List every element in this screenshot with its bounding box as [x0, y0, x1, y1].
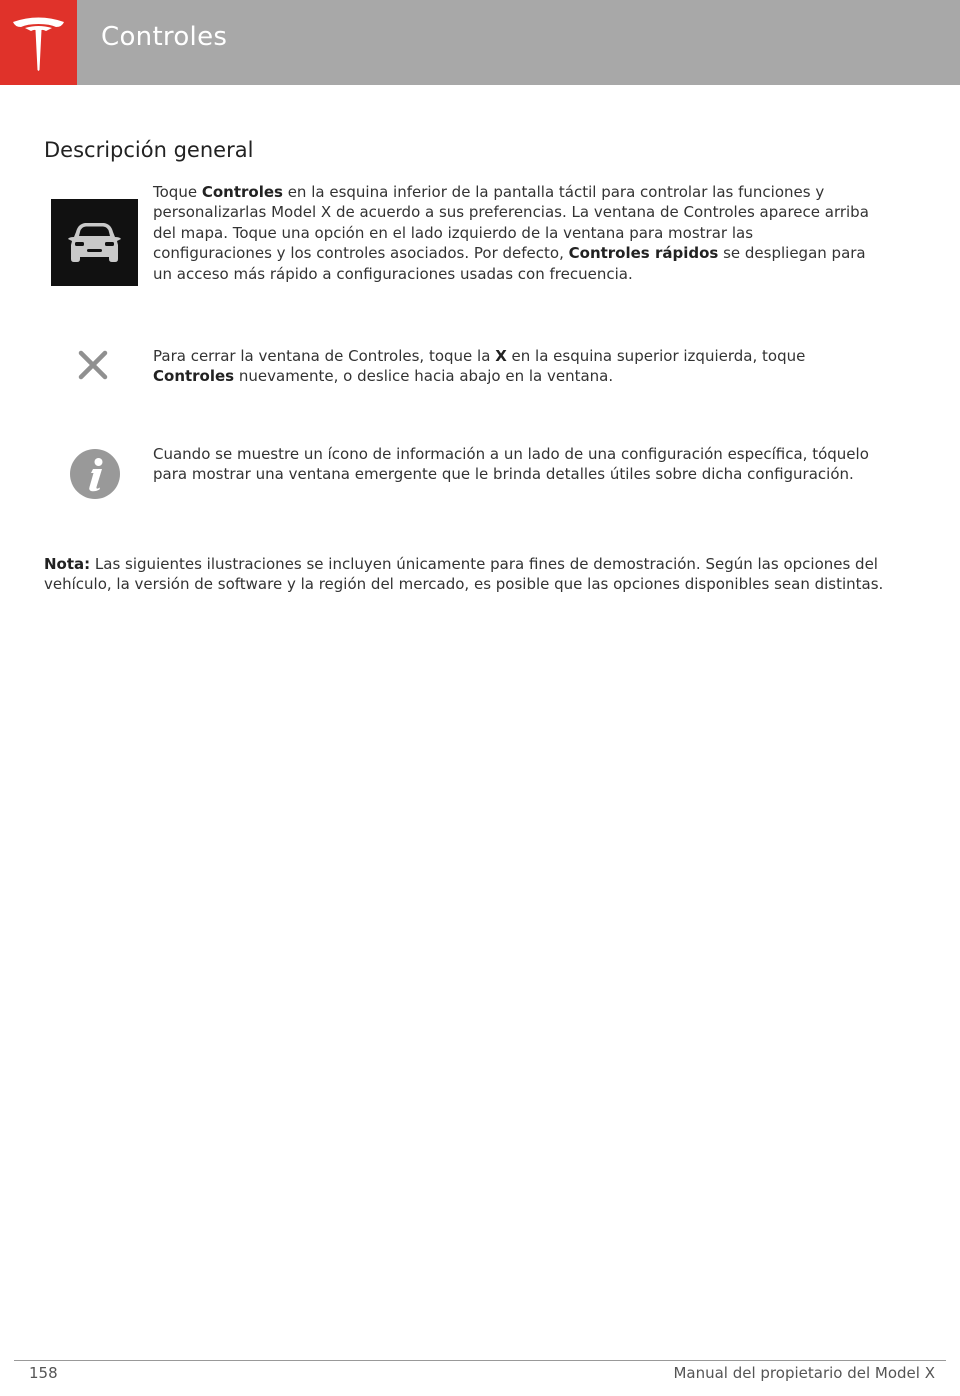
controls-description-row — [44, 182, 924, 307]
car-icon — [51, 199, 138, 286]
page-number: 158 — [29, 1364, 58, 1382]
section-heading: Descripción general — [44, 138, 254, 162]
bold-term: X — [495, 347, 507, 365]
close-controls-text — [153, 346, 873, 387]
close-icon — [78, 350, 108, 380]
bold-term: Controles rápidos — [568, 244, 719, 263]
text-run: Cuando se muestre un ícono de información a un lado de una configuración específica, tóquelo para mostrar una ventana emergente que le brinda detalles útiles sobre dicha configuración. — [153, 445, 869, 484]
bold-term: Controles — [153, 367, 235, 386]
close-controls-row — [44, 346, 924, 406]
text-run: en la esquina superior izquierda, toque — [506, 347, 806, 365]
tesla-logo-icon — [10, 14, 67, 72]
note-paragraph — [44, 554, 884, 595]
brand-logo — [0, 0, 77, 85]
note-text: Las siguientes ilustraciones se incluyen únicamente para fines de demostración. Según las opciones del vehículo, la versión de software y la región del mercado, es posible que las opciones disponibles sean distintas. — [44, 555, 884, 594]
bold-term: Controles — [201, 183, 283, 201]
text-run: en la esquina inferior de la pantalla táctil para controlar las funciones y personalizarlas Model X de acuerdo a sus preferencias. La ventana de Controles aparece arriba del mapa. Toque una opción en el lado izquierdo de la ventana para mostrar las configuraciones y los controles asociados. Por defecto, — [153, 183, 869, 263]
page-title: Controles — [101, 22, 228, 52]
text-run: nuevamente, o deslice hacia abajo en la ventana. — [234, 367, 614, 386]
text-run: se despliegan para un acceso más rápido a configuraciones usadas con frecuencia. — [153, 244, 866, 283]
note-label: Nota: — [44, 555, 91, 573]
info-icon-box — [69, 448, 121, 504]
footer-divider — [14, 1360, 946, 1361]
close-icon-box — [78, 350, 108, 384]
text-run: Para cerrar la ventana de Controles, toque la — [153, 347, 496, 365]
info-icon — [69, 448, 121, 500]
car-icon-box — [51, 199, 138, 290]
info-icon-text — [153, 444, 873, 485]
footer-title: Manual del propietario del Model X — [673, 1364, 935, 1382]
controls-description-text — [153, 182, 873, 284]
info-icon-row — [44, 444, 924, 514]
page-header — [0, 0, 960, 85]
text-run: Toque — [153, 183, 202, 201]
